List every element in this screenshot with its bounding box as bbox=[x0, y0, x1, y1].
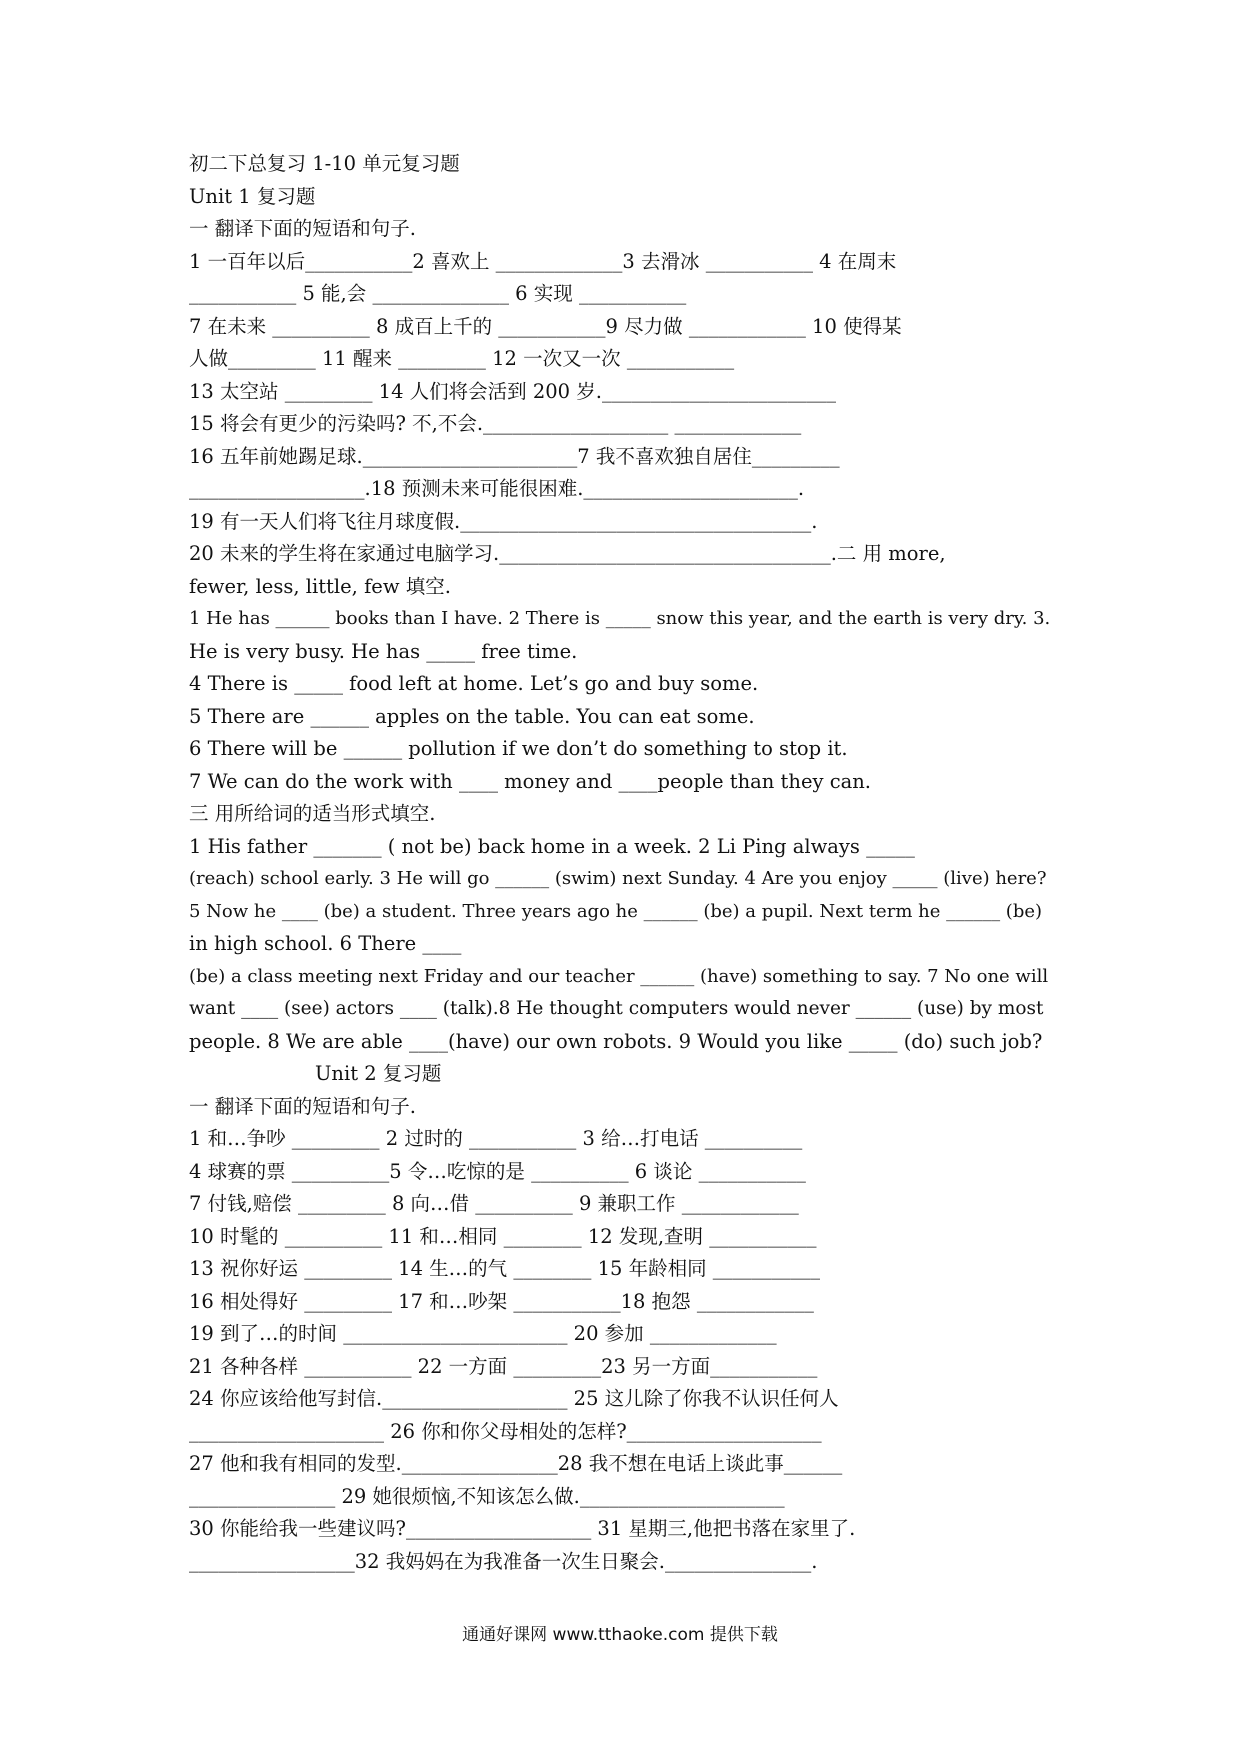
unit1-line: in high school. 6 There ____ bbox=[189, 932, 462, 955]
unit1-line: 5 There are ______ apples on the table. You can eat some. bbox=[189, 704, 755, 728]
unit1-line: 19 有一天人们将飞往月球度假.____________________________________. bbox=[189, 509, 818, 533]
unit1-line: 4 There is _____ food left at home. Let’s go and buy some. bbox=[189, 672, 759, 695]
unit2-line: 10 时髦的 __________ 11 和…相同 ________ 12 发现,查明 ___________ bbox=[189, 1224, 817, 1248]
unit1-line: 1 His father _______ ( not be) back home in a week. 2 Li Ping always _____ bbox=[189, 834, 915, 858]
unit1-line: He is very busy. He has _____ free time. bbox=[189, 639, 578, 663]
unit1-lines bbox=[189, 246, 1057, 1059]
unit1-line: 6 There will be ______ pollution if we don’t do something to stop it. bbox=[189, 737, 848, 760]
unit1-line: 5 Now he ____ (be) a student. Three years ago he ______ (be) a pupil. Next term he ______ (be) bbox=[189, 900, 1043, 922]
unit2-line: 7 付钱,赔偿 _________ 8 向…借 __________ 9 兼职工作 ____________ bbox=[189, 1192, 799, 1215]
unit1-line: 16 五年前她踢足球.______________________7 我不喜欢独自居住_________ bbox=[189, 444, 840, 468]
unit1-line: 15 将会有更少的污染吗? 不,不会.___________________ _____________ bbox=[189, 412, 802, 435]
unit2-line: _______________ 29 她很烦恼,不知该怎么做._____________________ bbox=[189, 1484, 785, 1508]
unit1-line: 三 用所给词的适当形式填空. bbox=[189, 802, 436, 825]
unit1-section-title: 一 翻译下面的短语和句子. bbox=[189, 217, 416, 240]
unit2-line: 24 你应该给他写封信.___________________ 25 这儿除了你我不认识任何人 bbox=[189, 1387, 839, 1410]
unit1-line: 1 一百年以后___________2 喜欢上 _____________3 去滑冰 ___________ 4 在周末 bbox=[189, 249, 897, 273]
document-title: 初二下总复习 1-10 单元复习题 bbox=[189, 152, 460, 175]
unit1-line: people. 8 We are able ____(have) our own robots. 9 Would you like _____ (do) such job? bbox=[189, 1029, 1043, 1053]
unit1-line: want ____ (see) actors ____ (talk).8 He thought computers would never ______ (use) by most bbox=[189, 998, 1044, 1019]
worksheet-content bbox=[189, 148, 1057, 1578]
unit2-line: 27 他和我有相同的发型.________________28 我不想在电话上谈此事______ bbox=[189, 1452, 843, 1475]
unit2-line: 4 球赛的票 __________5 令…吃惊的是 __________ 6 谈论 ___________ bbox=[189, 1159, 806, 1183]
unit1-heading: Unit 1 复习题 bbox=[189, 184, 316, 208]
unit1-line: 20 未来的学生将在家通过电脑学习.__________________________________.二 用 more, bbox=[189, 542, 946, 565]
unit2-line: 19 到了…的时间 _______________________ 20 参加 _____________ bbox=[189, 1322, 777, 1345]
unit1-line: fewer, less, little, few 填空. bbox=[189, 574, 451, 598]
unit1-line: 人做_________ 11 醒来 _________ 12 一次又一次 ___________ bbox=[189, 347, 735, 370]
unit1-line: ___________ 5 能,会 ______________ 6 实现 ___________ bbox=[189, 282, 687, 305]
unit1-line: (be) a class meeting next Friday and our teacher ______ (have) something to say. 7 No one will bbox=[189, 965, 1049, 987]
unit2-heading: Unit 2 复习题 bbox=[315, 1062, 442, 1085]
unit1-line: 7 We can do the work with ____ money and ____people than they can. bbox=[189, 769, 872, 793]
unit2-lines bbox=[189, 1123, 1057, 1578]
unit2-line: 21 各种各样 ___________ 22 一方面 _________23 另一方面___________ bbox=[189, 1354, 818, 1378]
unit2-line: 1 和…争吵 _________ 2 过时的 ___________ 3 给…打电话 __________ bbox=[189, 1127, 803, 1150]
footer-credit: 通通好课网 www.tthaoke.com 提供下载 bbox=[462, 1625, 778, 1645]
unit2-line: ____________________ 26 你和你父母相处的怎样?____________________ bbox=[189, 1419, 822, 1443]
unit1-line: __________________.18 预测未来可能很困难.______________________. bbox=[189, 477, 805, 500]
unit1-line: (reach) school early. 3 He will go ______ (swim) next Sunday. 4 Are you enjoy _____ (live) here? bbox=[189, 868, 1047, 889]
unit1-line: 13 太空站 _________ 14 人们将会活到 200 岁.________________________ bbox=[189, 379, 836, 403]
unit2-line: _________________32 我妈妈在为我准备一次生日聚会._______________. bbox=[189, 1549, 818, 1573]
unit2-line: 13 祝你好运 _________ 14 生…的气 ________ 15 年龄相同 ___________ bbox=[189, 1257, 821, 1280]
unit2-line: 30 你能给我一些建议吗?___________________ 31 星期三,他把书落在家里了. bbox=[189, 1517, 856, 1540]
unit2-line: 16 相处得好 _________ 17 和…吵架 ___________18 抱怨 ____________ bbox=[189, 1289, 814, 1313]
unit1-line: 7 在未来 __________ 8 成百上千的 ___________9 尽力做 ____________ 10 使得某 bbox=[189, 314, 902, 338]
unit1-line: 1 He has ______ books than I have. 2 There is _____ snow this year, and the earth is very dry. 3. bbox=[189, 608, 1051, 629]
unit2-section-title: 一 翻译下面的短语和句子. bbox=[189, 1094, 416, 1118]
